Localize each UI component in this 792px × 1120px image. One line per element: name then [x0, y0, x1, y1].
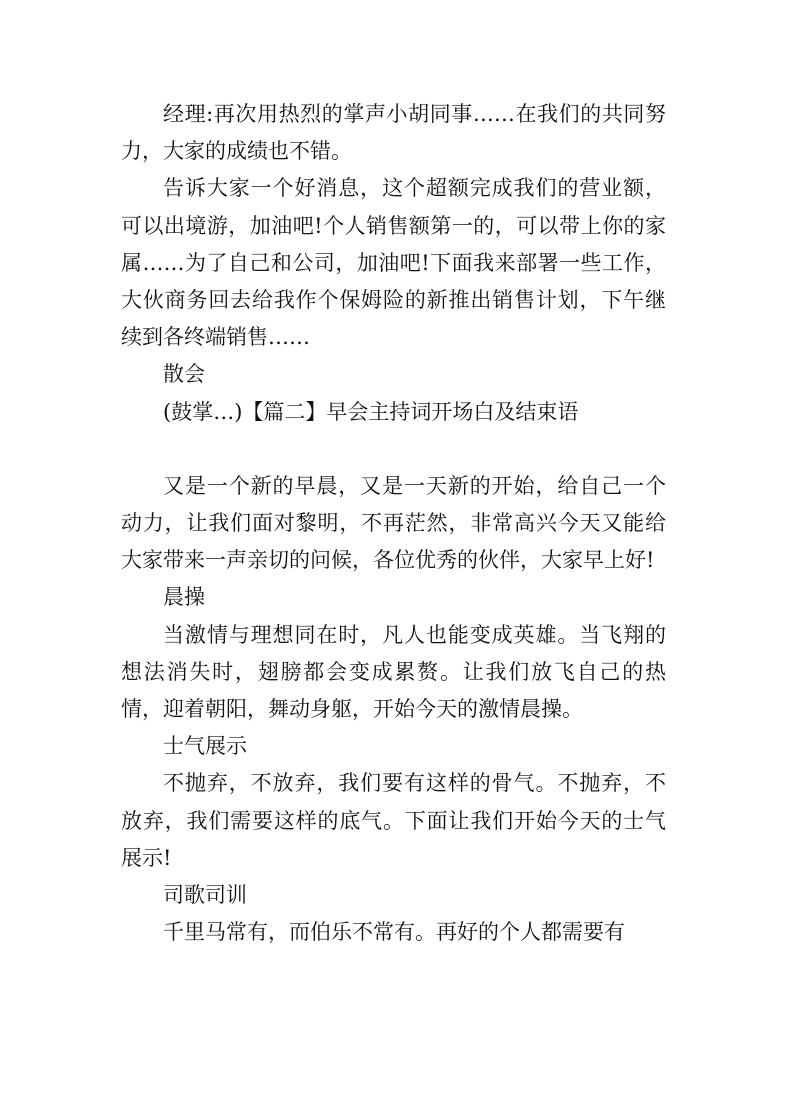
- heading-morning-exercise: 晨操: [163, 585, 205, 610]
- paragraph-morale-show: 不抛弃，不放弃，我们要有这样的骨气。不抛弃，不放弃，我们需要这样的底气。下面让我们开始今天的士气展示!: [121, 771, 666, 870]
- paragraph-company-song: 千里马常有，而伯乐不常有。再好的个人都需要有: [163, 920, 625, 945]
- paragraph-good-news: 告诉大家一个好消息，这个超额完成我们的营业额，可以出境游，加油吧!个人销售额第一的，可以带上你的家属……为了自己和公司，加油吧!下面我来部署一些工作，大伙商务回去给我作个保姆险的新推出销售计划，下午继续到各终端销售……: [121, 176, 666, 350]
- heading-company-song: 司歌司训: [163, 883, 247, 908]
- paragraph-manager-speech: 经理:再次用热烈的掌声小胡同事……在我们的共同努力，大家的成绩也不错。: [121, 102, 666, 164]
- paragraph-morning-exercise: 当激情与理想同在时，凡人也能变成英雄。当飞翔的想法消失时，翅膀都会变成累赘。让我们放飞自己的热情，迎着朝阳，舞动身躯，开始今天的激情晨操。: [121, 622, 666, 722]
- heading-section-two: (鼓掌…)【篇二】早会主持词开场白及结束语: [163, 399, 579, 424]
- document-body: [121, 96, 666, 951]
- heading-morale-show: 士气展示: [163, 734, 247, 759]
- paragraph-opening: 又是一个新的早晨，又是一天新的开始，给自己一个动力，让我们面对黎明，不再茫然，非常高兴今天又能给大家带来一声亲切的问候，各位优秀的伙伴，大家早上好!: [121, 473, 666, 573]
- blank-line: [121, 431, 666, 468]
- heading-adjourn: 散会: [163, 362, 205, 387]
